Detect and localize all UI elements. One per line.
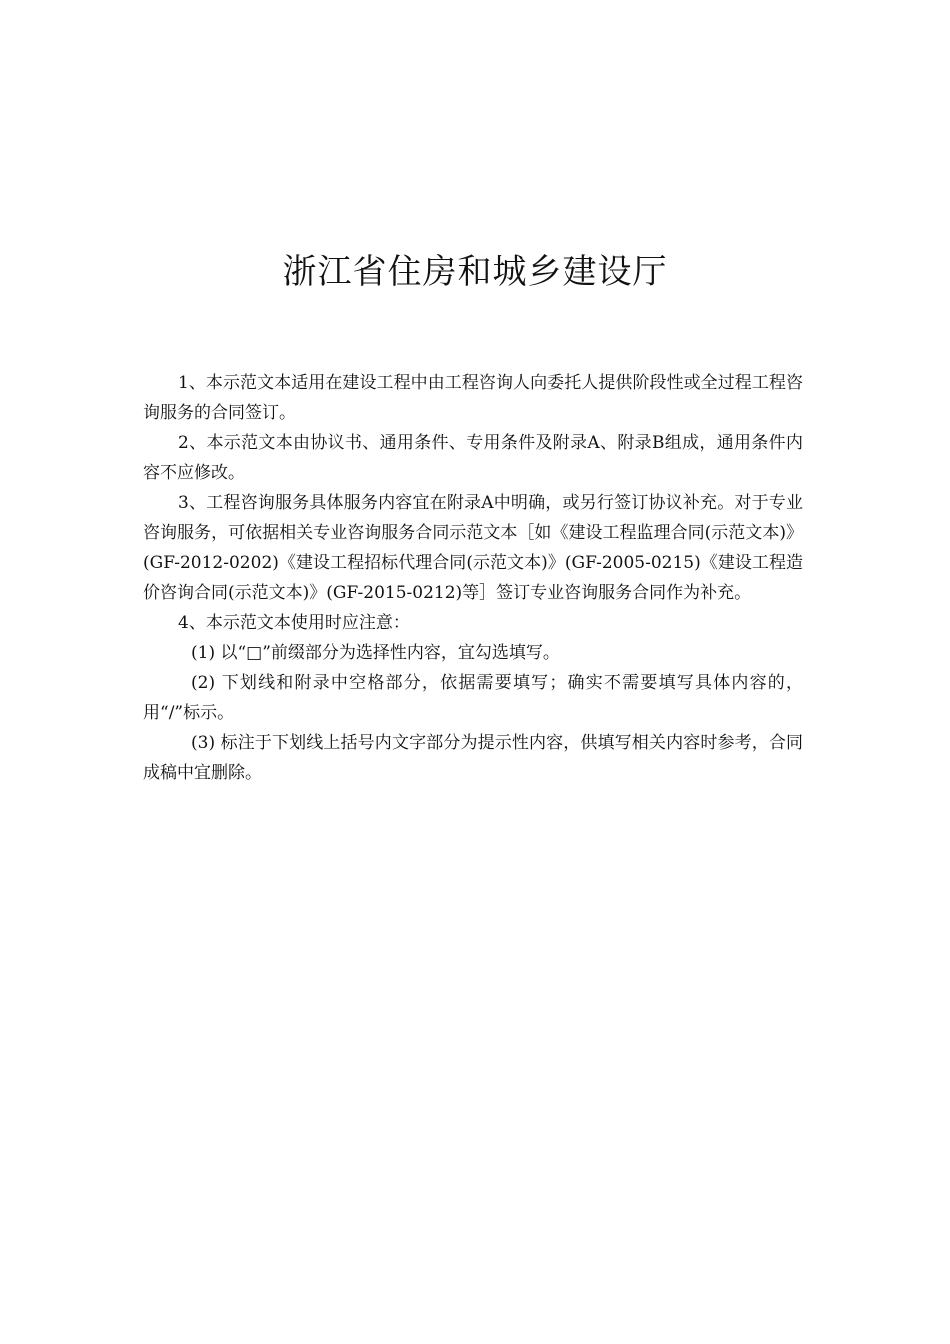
note-4: 4、本示范文本使用时应注意： (178, 613, 410, 633)
note-1: 1、本示范文本适用在建设工程中由工程咨询人向委托人提供阶段性或全过程工程咨询服务的合同签订。 (143, 373, 803, 423)
note-2: 2、本示范文本由协议书、通用条件、专用条件及附录A、附录B组成，通用条件内容不应修改。 (143, 433, 803, 483)
issuer-title: 浙江省住房和城乡建设厅 (282, 252, 668, 292)
usage-notes (143, 368, 803, 788)
note-4-item-3: (3) 标注于下划线上括号内文字部分为提示性内容，供填写相关内容时参考，合同成稿中宜删除。 (143, 733, 803, 783)
note-4-item-2: (2) 下划线和附录中空格部分，依据需要填写；确实不需要填写具体内容的，用“/”标示。 (143, 673, 803, 723)
note-3: 3、工程咨询服务具体服务内容宜在附录A中明确，或另行签订协议补充。对于专业咨询服务，可依据相关专业咨询服务合同示范文本［如《建设工程监理合同(示范文本)》(GF-2012-0202)《建设工程招标代理合同(示范文本)》(GF-2005-0215)《建设工程造价咨询合同(示范文本)》(GF-2015-0212)等］签订专业咨询服务合同作为补充。 (143, 493, 803, 603)
note-4-item-1: (1) 以“□”前缀部分为选择性内容，宜勾选填写。 (191, 643, 560, 663)
